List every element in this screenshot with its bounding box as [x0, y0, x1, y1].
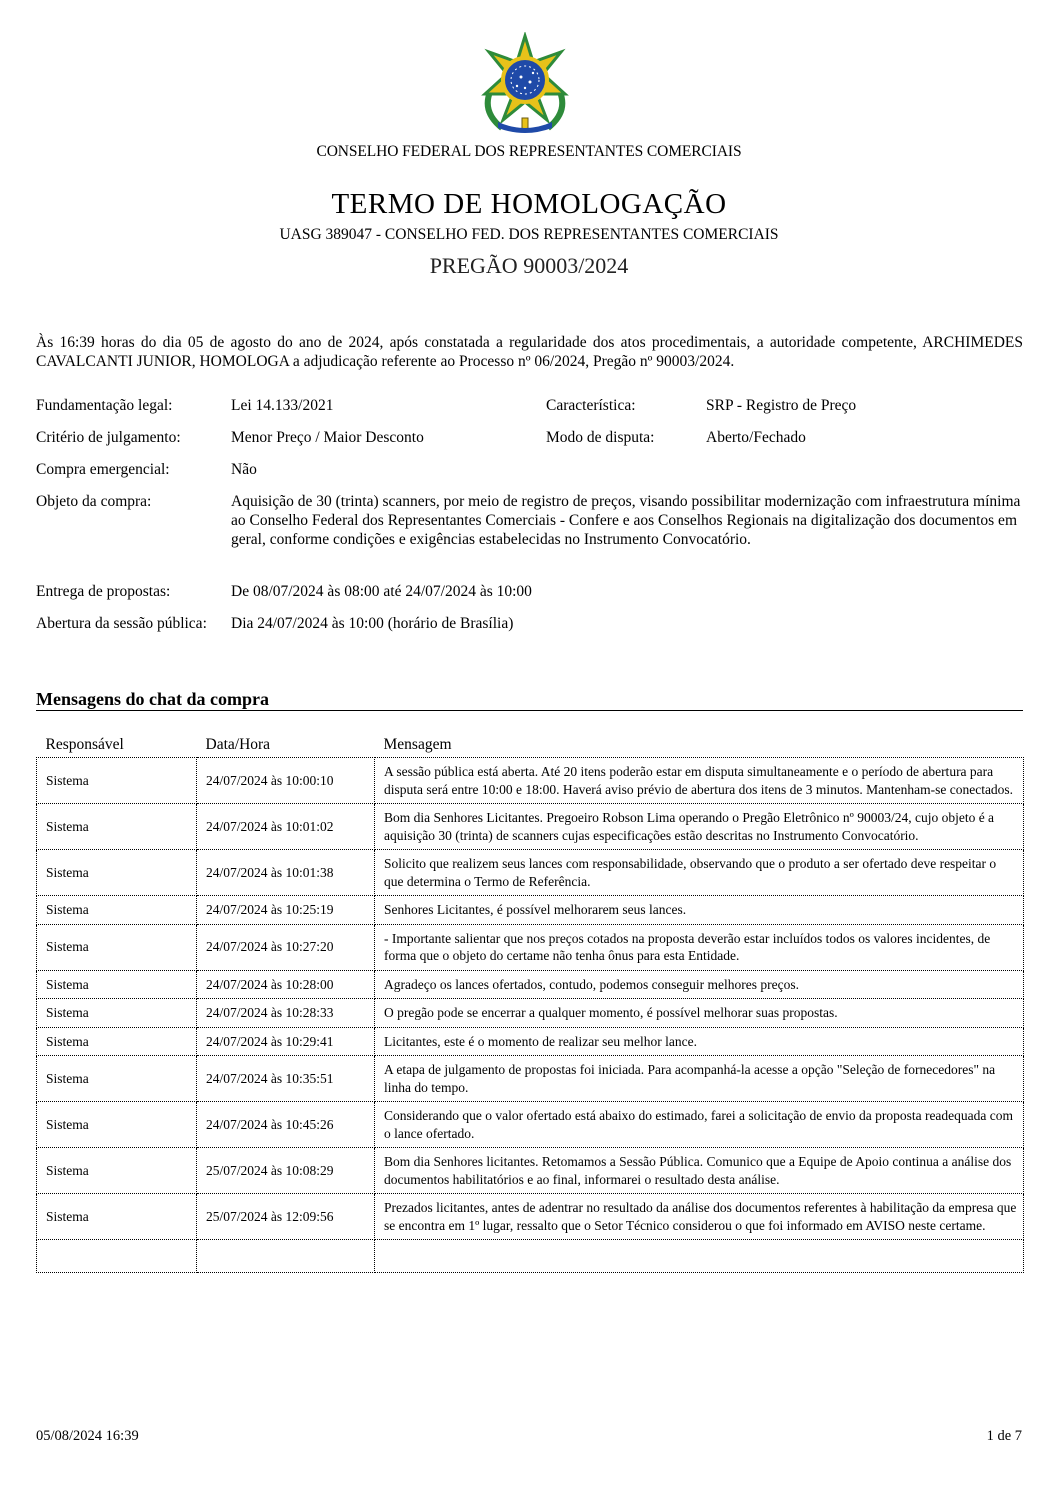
table-row: [37, 924, 1024, 970]
cell-mensagem: Licitantes, este é o momento de realizar seu melhor lance.: [375, 1027, 1024, 1056]
table-row-empty: [37, 1240, 1024, 1273]
cell-mensagem: O pregão pode se encerrar a qualquer momento, é possível melhorar suas propostas.: [375, 999, 1024, 1028]
entrega-value: De 08/07/2024 às 08:00 até 24/07/2024 às 10:00: [231, 583, 532, 600]
page-number: 1 de 7: [986, 1428, 1022, 1444]
cell-empty: [37, 1240, 197, 1273]
emergencial-value: Não: [231, 461, 257, 478]
cell-mensagem: A etapa de julgamento de propostas foi iniciada. Para acompanhá-la acesse a opção "Seleção de fornecedores" na linha do tempo.: [375, 1056, 1024, 1102]
cell-datahora: 24/07/2024 às 10:28:33: [197, 999, 375, 1028]
table-row: [37, 758, 1024, 804]
modo-disputa-value: Aberto/Fechado: [706, 429, 806, 446]
column-header-mensagem: Mensagem: [383, 736, 452, 754]
cell-responsavel: Sistema: [37, 804, 197, 850]
cell-responsavel: Sistema: [37, 1194, 197, 1240]
cell-mensagem: - Importante salientar que nos preços cotados na proposta deverão estar incluídos todos os valores incidentes, de forma que o objeto do certame não tenha ônus para esta Entidade.: [375, 924, 1024, 970]
table-row: [37, 999, 1024, 1028]
footer-datetime: 05/08/2024 16:39: [36, 1428, 139, 1444]
cell-responsavel: Sistema: [37, 1102, 197, 1148]
chat-table-header: [37, 733, 1024, 758]
cell-responsavel: Sistema: [37, 1056, 197, 1102]
cell-empty: [197, 1240, 375, 1273]
table-row: [37, 1148, 1024, 1194]
caracteristica-value: SRP - Registro de Preço: [706, 397, 857, 414]
abertura-value: Dia 24/07/2024 às 10:00 (horário de Brasília): [231, 615, 514, 632]
cell-responsavel: Sistema: [37, 924, 197, 970]
cell-responsavel: Sistema: [37, 850, 197, 896]
organization-name: CONSELHO FEDERAL DOS REPRESENTANTES COMERCIAIS: [316, 143, 742, 160]
cell-datahora: 24/07/2024 às 10:28:00: [197, 970, 375, 999]
cell-responsavel: Sistema: [37, 896, 197, 925]
objeto-value: Aquisição de 30 (trinta) scanners, por meio de registro de preços, visando possibilitar modernização com infraestrutura mínima ao Conselho Federal dos Representantes Comerciais - Confere e aos Conselhos Regionais na digitalização dos documentos em geral, conforme condições e exigências estabelecidas no Instrumento Convocatório.: [231, 493, 1021, 548]
emergencial-label: Compra emergencial:: [36, 461, 170, 478]
cell-datahora: 24/07/2024 às 10:27:20: [197, 924, 375, 970]
cell-datahora: 24/07/2024 às 10:35:51: [197, 1056, 375, 1102]
table-row: [37, 804, 1024, 850]
cell-responsavel: Sistema: [37, 758, 197, 804]
modo-disputa-label: Modo de disputa:: [546, 429, 655, 446]
cell-datahora: 24/07/2024 às 10:01:38: [197, 850, 375, 896]
cell-responsavel: Sistema: [37, 1148, 197, 1194]
table-row: [37, 896, 1024, 925]
cell-mensagem: A sessão pública está aberta. Até 20 itens poderão estar em disputa simultaneamente e o período de abertura para disputa será entre 10:00 e 18:00. Haverá aviso prévio de abertura dos itens de 3 minutos. Mantenham-se conectados.: [375, 758, 1024, 804]
criterio-label: Critério de julgamento:: [36, 429, 181, 446]
cell-mensagem: Bom dia Senhores Licitantes. Pregoeiro Robson Lima operando o Pregão Eletrônico nº 90003/24, cujo objeto é a aquisição 30 (trinta) de scanners cujas especificações estão descritas no Instrumento Convocatório.: [375, 804, 1024, 850]
uasg-line: UASG 389047 - CONSELHO FED. DOS REPRESENTANTES COMERCIAIS: [279, 226, 779, 243]
table-row: [37, 1102, 1024, 1148]
cell-datahora: 24/07/2024 às 10:29:41: [197, 1027, 375, 1056]
chat-table: [36, 733, 1024, 1273]
table-row: [37, 1056, 1024, 1102]
cell-empty: [375, 1240, 1024, 1273]
cell-mensagem: Prezados licitantes, antes de adentrar no resultado da análise dos documentos referentes à habilitação da empresa que se encontra em 1º lugar, ressalto que o Setor Técnico considerou o que foi informado em AVISO neste certame.: [375, 1194, 1024, 1240]
abertura-label: Abertura da sessão pública:: [36, 615, 207, 632]
chat-section-heading: Mensagens do chat da compra: [36, 689, 269, 709]
cell-responsavel: Sistema: [37, 970, 197, 999]
fundamentacao-label: Fundamentação legal:: [36, 397, 173, 414]
pregao-number: PREGÃO 90003/2024: [429, 253, 629, 278]
column-header-datahora: Data/Hora: [205, 736, 271, 754]
cell-mensagem: Agradeço os lances ofertados, contudo, podemos conseguir melhores preços.: [375, 970, 1024, 999]
objeto-label: Objeto da compra:: [36, 493, 152, 510]
cell-mensagem: Considerando que o valor ofertado está abaixo do estimado, farei a solicitação de envio da proposta readequada com o lance ofertado.: [375, 1102, 1024, 1148]
table-row: [37, 1027, 1024, 1056]
cell-mensagem: Solicito que realizem seus lances com responsabilidade, observando que o produto a ser ofertado deve respeitar o que determina o Termo de Referência.: [375, 850, 1024, 896]
cell-datahora: 25/07/2024 às 10:08:29: [197, 1148, 375, 1194]
brazil-coat-of-arms-icon: [460, 32, 590, 134]
cell-datahora: 24/07/2024 às 10:25:19: [197, 896, 375, 925]
table-row: [37, 970, 1024, 999]
column-header-responsavel: Responsável: [45, 736, 124, 754]
table-row: [37, 1194, 1024, 1240]
criterio-value: Menor Preço / Maior Desconto: [231, 429, 424, 446]
cell-datahora: 25/07/2024 às 12:09:56: [197, 1194, 375, 1240]
cell-mensagem: Senhores Licitantes, é possível melhorarem seus lances.: [375, 896, 1024, 925]
cell-responsavel: Sistema: [37, 999, 197, 1028]
cell-responsavel: Sistema: [37, 1027, 197, 1056]
intro-paragraph: Às 16:39 horas do dia 05 de agosto do ano de 2024, após constatada a regularidade dos atos procedimentais, a autoridade competente, ARCHIMEDES CAVALCANTI JUNIOR, HOMOLOGA a adjudicação referente ao Processo nº 06/2024, Pregão nº 90003/2024.: [36, 334, 1023, 370]
fundamentacao-value: Lei 14.133/2021: [231, 397, 334, 414]
section-divider: [36, 710, 1023, 711]
caracteristica-label: Característica:: [546, 397, 636, 414]
cell-datahora: 24/07/2024 às 10:45:26: [197, 1102, 375, 1148]
cell-datahora: 24/07/2024 às 10:01:02: [197, 804, 375, 850]
table-row: [37, 850, 1024, 896]
entrega-label: Entrega de propostas:: [36, 583, 171, 600]
document-title: TERMO DE HOMOLOGAÇÃO: [331, 188, 727, 220]
cell-datahora: 24/07/2024 às 10:00:10: [197, 758, 375, 804]
cell-mensagem: Bom dia Senhores licitantes. Retomamos a Sessão Pública. Comunico que a Equipe de Apoio continua a análise dos documentos habilitatórios e ao final, informarei o resultado desta análise.: [375, 1148, 1024, 1194]
